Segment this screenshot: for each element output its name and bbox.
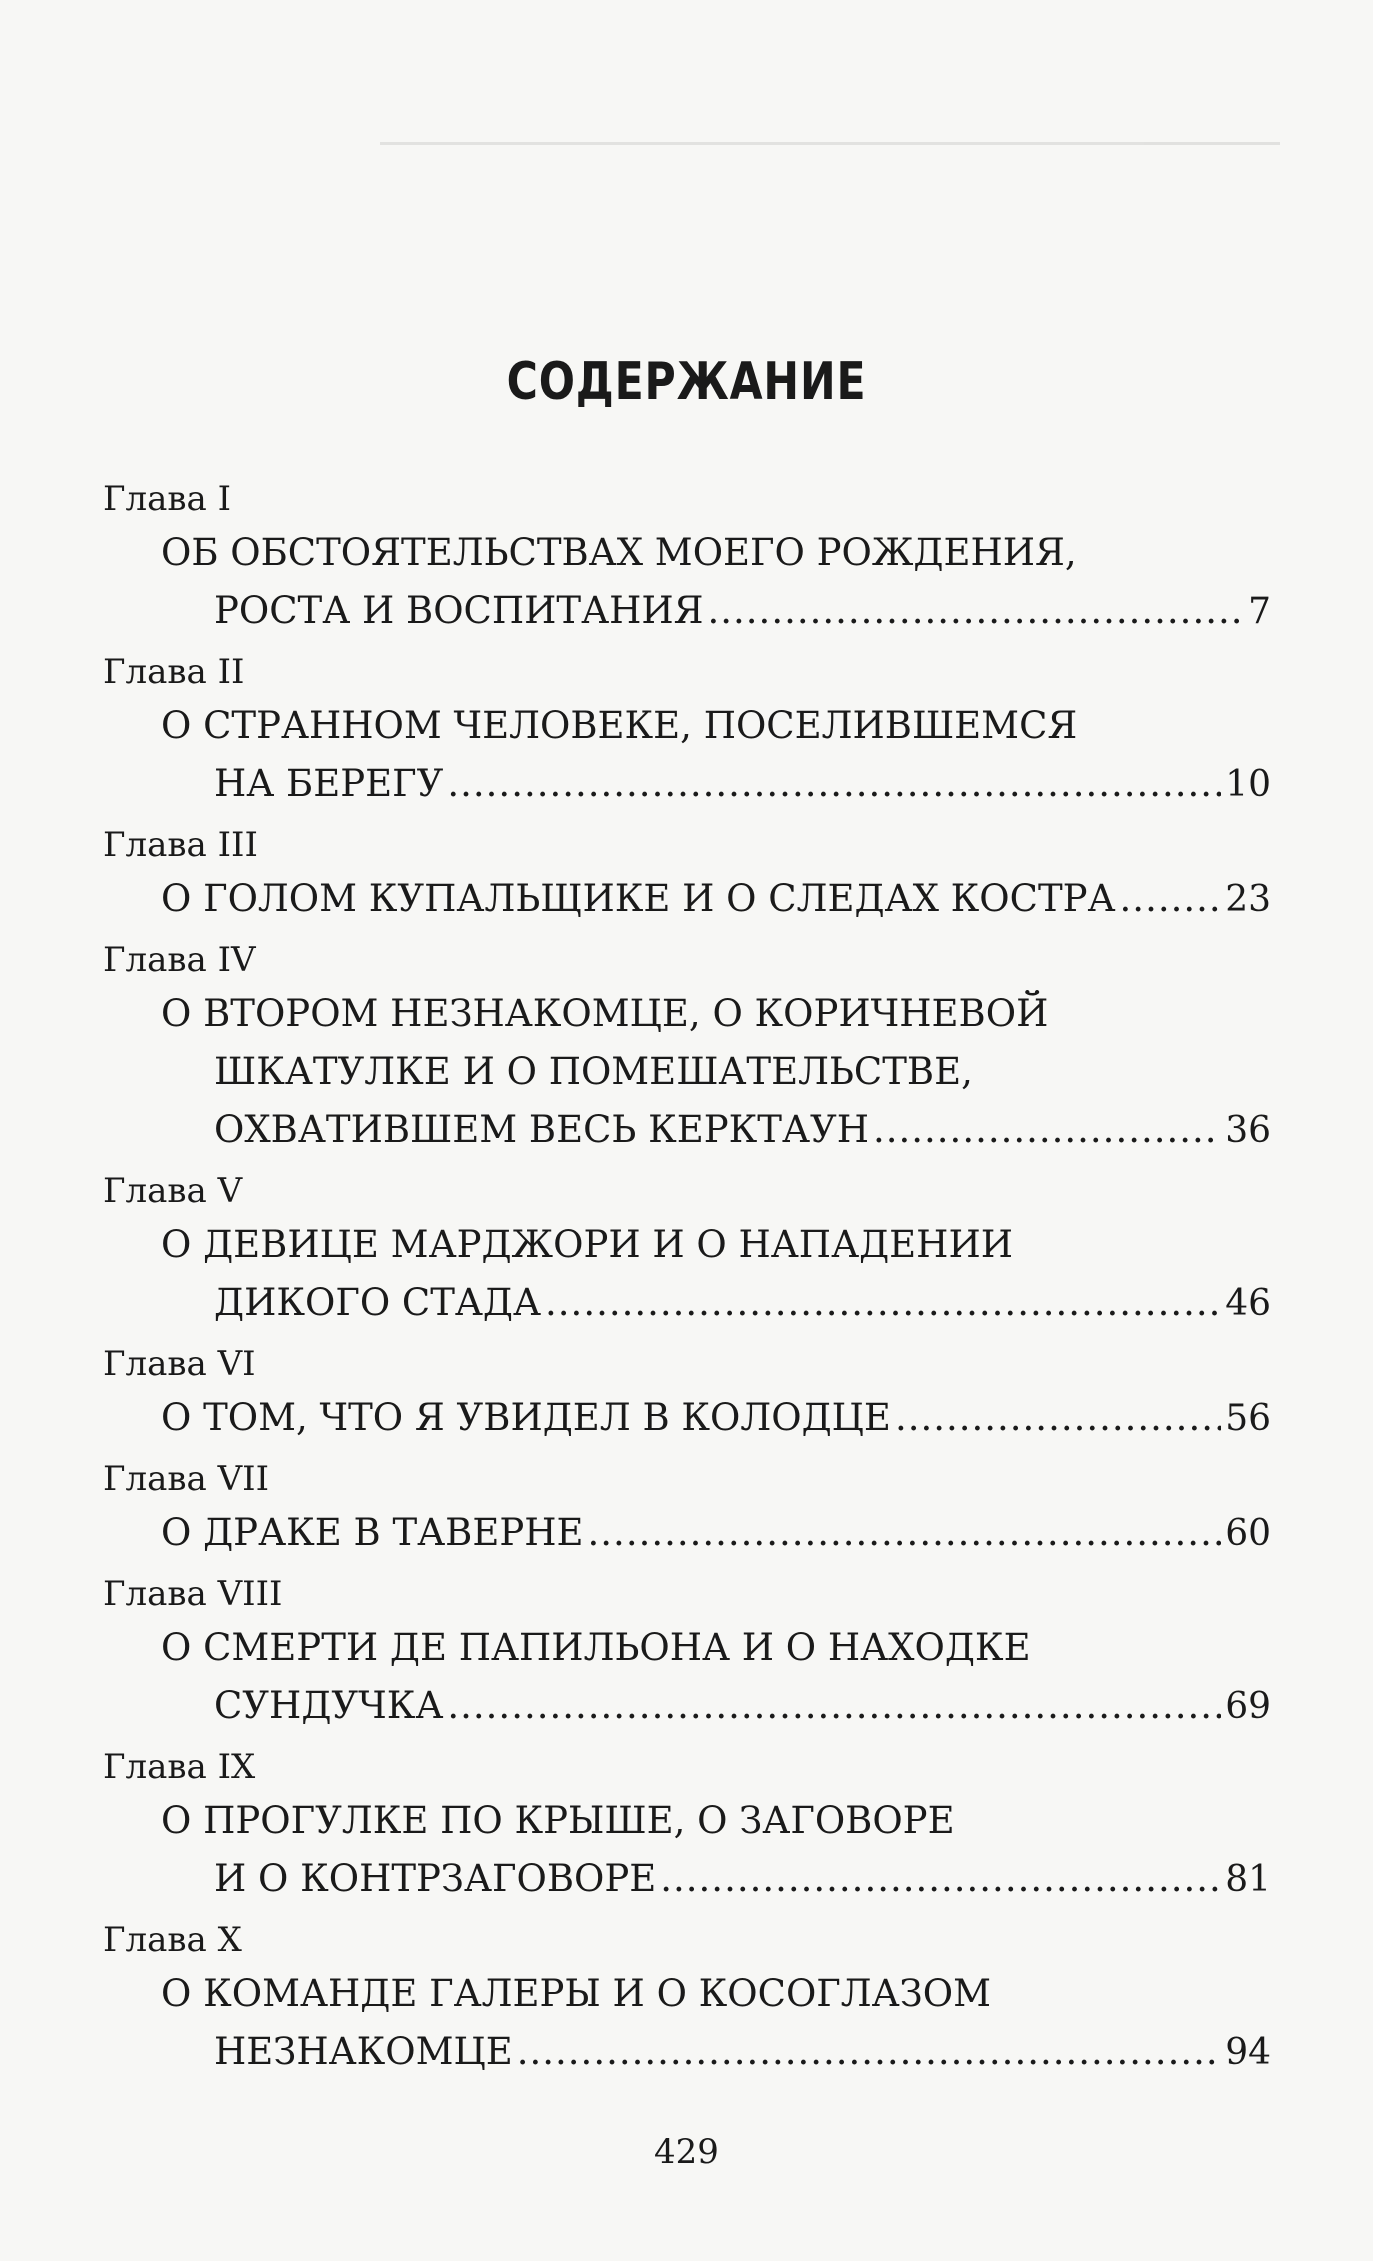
chapter-page-number: 56 <box>1225 1398 1271 1439</box>
chapter-title-text: ДИКОГО СТАДА <box>214 1281 542 1324</box>
chapter-title-line: ОБ ОБСТОЯТЕЛЬСТВАХ МОЕГО РОЖДЕНИЯ, <box>161 531 1077 574</box>
page-title: СОДЕРЖАНИЕ <box>506 352 867 412</box>
chapter-page-number: 23 <box>1225 879 1271 920</box>
chapter-label: Глава V <box>103 1171 243 1211</box>
chapter-title <box>161 870 1271 929</box>
chapter-title-text: ОХВАТИВШЕМ ВЕСЬ КЕРКТАУН <box>214 1108 869 1151</box>
toc-item <box>103 1742 1271 1909</box>
chapter-title-last-line <box>161 1504 1271 1563</box>
toc-item <box>103 820 1271 929</box>
table-of-contents <box>103 468 1271 2082</box>
chapter-title <box>161 1389 1271 1448</box>
toc-item <box>103 647 1271 814</box>
chapter-title-text: О ДРАКЕ В ТАВЕРНЕ <box>161 1511 584 1554</box>
dot-leader <box>895 1389 1221 1447</box>
chapter-label: Глава III <box>103 825 258 865</box>
chapter-label: Глава X <box>103 1920 242 1960</box>
toc-item <box>103 1339 1271 1448</box>
dot-leader <box>545 1274 1221 1332</box>
chapter-title-last-line <box>161 1850 1271 1909</box>
chapter-title-text: И О КОНТРЗАГОВОРЕ <box>214 1857 657 1900</box>
toc-item <box>103 474 1271 641</box>
chapter-label: Глава II <box>103 652 245 692</box>
chapter-title-last-line <box>161 582 1271 641</box>
chapter-page-number: 7 <box>1248 591 1271 632</box>
chapter-label: Глава IV <box>103 940 256 980</box>
chapter-title-last-line <box>161 755 1271 814</box>
chapter-title-text: РОСТА И ВОСПИТАНИЯ <box>214 589 704 632</box>
chapter-page-number: 69 <box>1225 1686 1271 1727</box>
dot-leader <box>447 755 1221 813</box>
chapter-title <box>161 1504 1271 1563</box>
chapter-page-number: 10 <box>1225 764 1271 805</box>
chapter-page-number: 94 <box>1225 2032 1271 2073</box>
toc-item <box>103 935 1271 1160</box>
chapter-title-last-line <box>161 1677 1271 1736</box>
chapter-title-line: О КОМАНДЕ ГАЛЕРЫ И О КОСОГЛАЗОМ <box>161 1972 991 2015</box>
chapter-title <box>161 1792 1271 1909</box>
toc-item <box>103 1915 1271 2082</box>
chapter-title-line: О СМЕРТИ ДЕ ПАПИЛЬОНА И О НАХОДКЕ <box>161 1626 1031 1669</box>
dot-leader <box>447 1677 1221 1735</box>
chapter-label: Глава IX <box>103 1747 256 1787</box>
chapter-title-text: НА БЕРЕГУ <box>214 762 444 805</box>
chapter-title <box>161 1216 1271 1333</box>
chapter-title-text: СУНДУЧКА <box>214 1684 444 1727</box>
page-number: 429 <box>654 2132 719 2172</box>
dot-leader <box>660 1850 1221 1908</box>
toc-item <box>103 1569 1271 1736</box>
dot-leader <box>1120 870 1222 928</box>
chapter-title-line: О СТРАННОМ ЧЕЛОВЕКЕ, ПОСЕЛИВШЕМСЯ <box>161 704 1078 747</box>
chapter-label: Глава VIII <box>103 1574 283 1614</box>
dot-leader <box>517 2023 1221 2081</box>
chapter-title-last-line <box>161 870 1271 929</box>
chapter-title-line: О ВТОРОМ НЕЗНАКОМЦЕ, О КОРИЧНЕВОЙ <box>161 992 1049 1035</box>
chapter-title <box>161 1619 1271 1736</box>
chapter-title-last-line <box>161 1101 1271 1160</box>
dot-leader <box>588 1504 1222 1562</box>
chapter-title-line: ШКАТУЛКЕ И О ПОМЕШАТЕЛЬСТВЕ, <box>214 1050 973 1093</box>
chapter-title <box>161 524 1271 641</box>
chapter-title-line: О ПРОГУЛКЕ ПО КРЫШЕ, О ЗАГОВОРЕ <box>161 1799 955 1842</box>
chapter-page-number: 36 <box>1225 1110 1271 1151</box>
chapter-title-text: О ТОМ, ЧТО Я УВИДЕЛ В КОЛОДЦЕ <box>161 1396 891 1439</box>
chapter-title-last-line <box>161 1274 1271 1333</box>
dot-leader <box>873 1101 1221 1159</box>
chapter-label: Глава VI <box>103 1344 256 1384</box>
chapter-page-number: 60 <box>1225 1513 1271 1554</box>
chapter-title-text: НЕЗНАКОМЦЕ <box>214 2030 513 2073</box>
chapter-label: Глава VII <box>103 1459 270 1499</box>
chapter-title <box>161 1965 1271 2082</box>
chapter-title-text: О ГОЛОМ КУПАЛЬЩИКЕ И О СЛЕДАХ КОСТРА <box>161 877 1116 920</box>
dot-leader <box>708 582 1245 640</box>
chapter-title <box>161 985 1271 1160</box>
chapter-title-last-line <box>161 1389 1271 1448</box>
chapter-title-last-line <box>161 2023 1271 2082</box>
chapter-page-number: 46 <box>1225 1283 1271 1324</box>
chapter-page-number: 81 <box>1225 1859 1271 1900</box>
toc-item <box>103 1454 1271 1563</box>
chapter-label: Глава I <box>103 479 232 519</box>
toc-item <box>103 1166 1271 1333</box>
chapter-title <box>161 697 1271 814</box>
chapter-title-line: О ДЕВИЦЕ МАРДЖОРИ И О НАПАДЕНИИ <box>161 1223 1013 1266</box>
